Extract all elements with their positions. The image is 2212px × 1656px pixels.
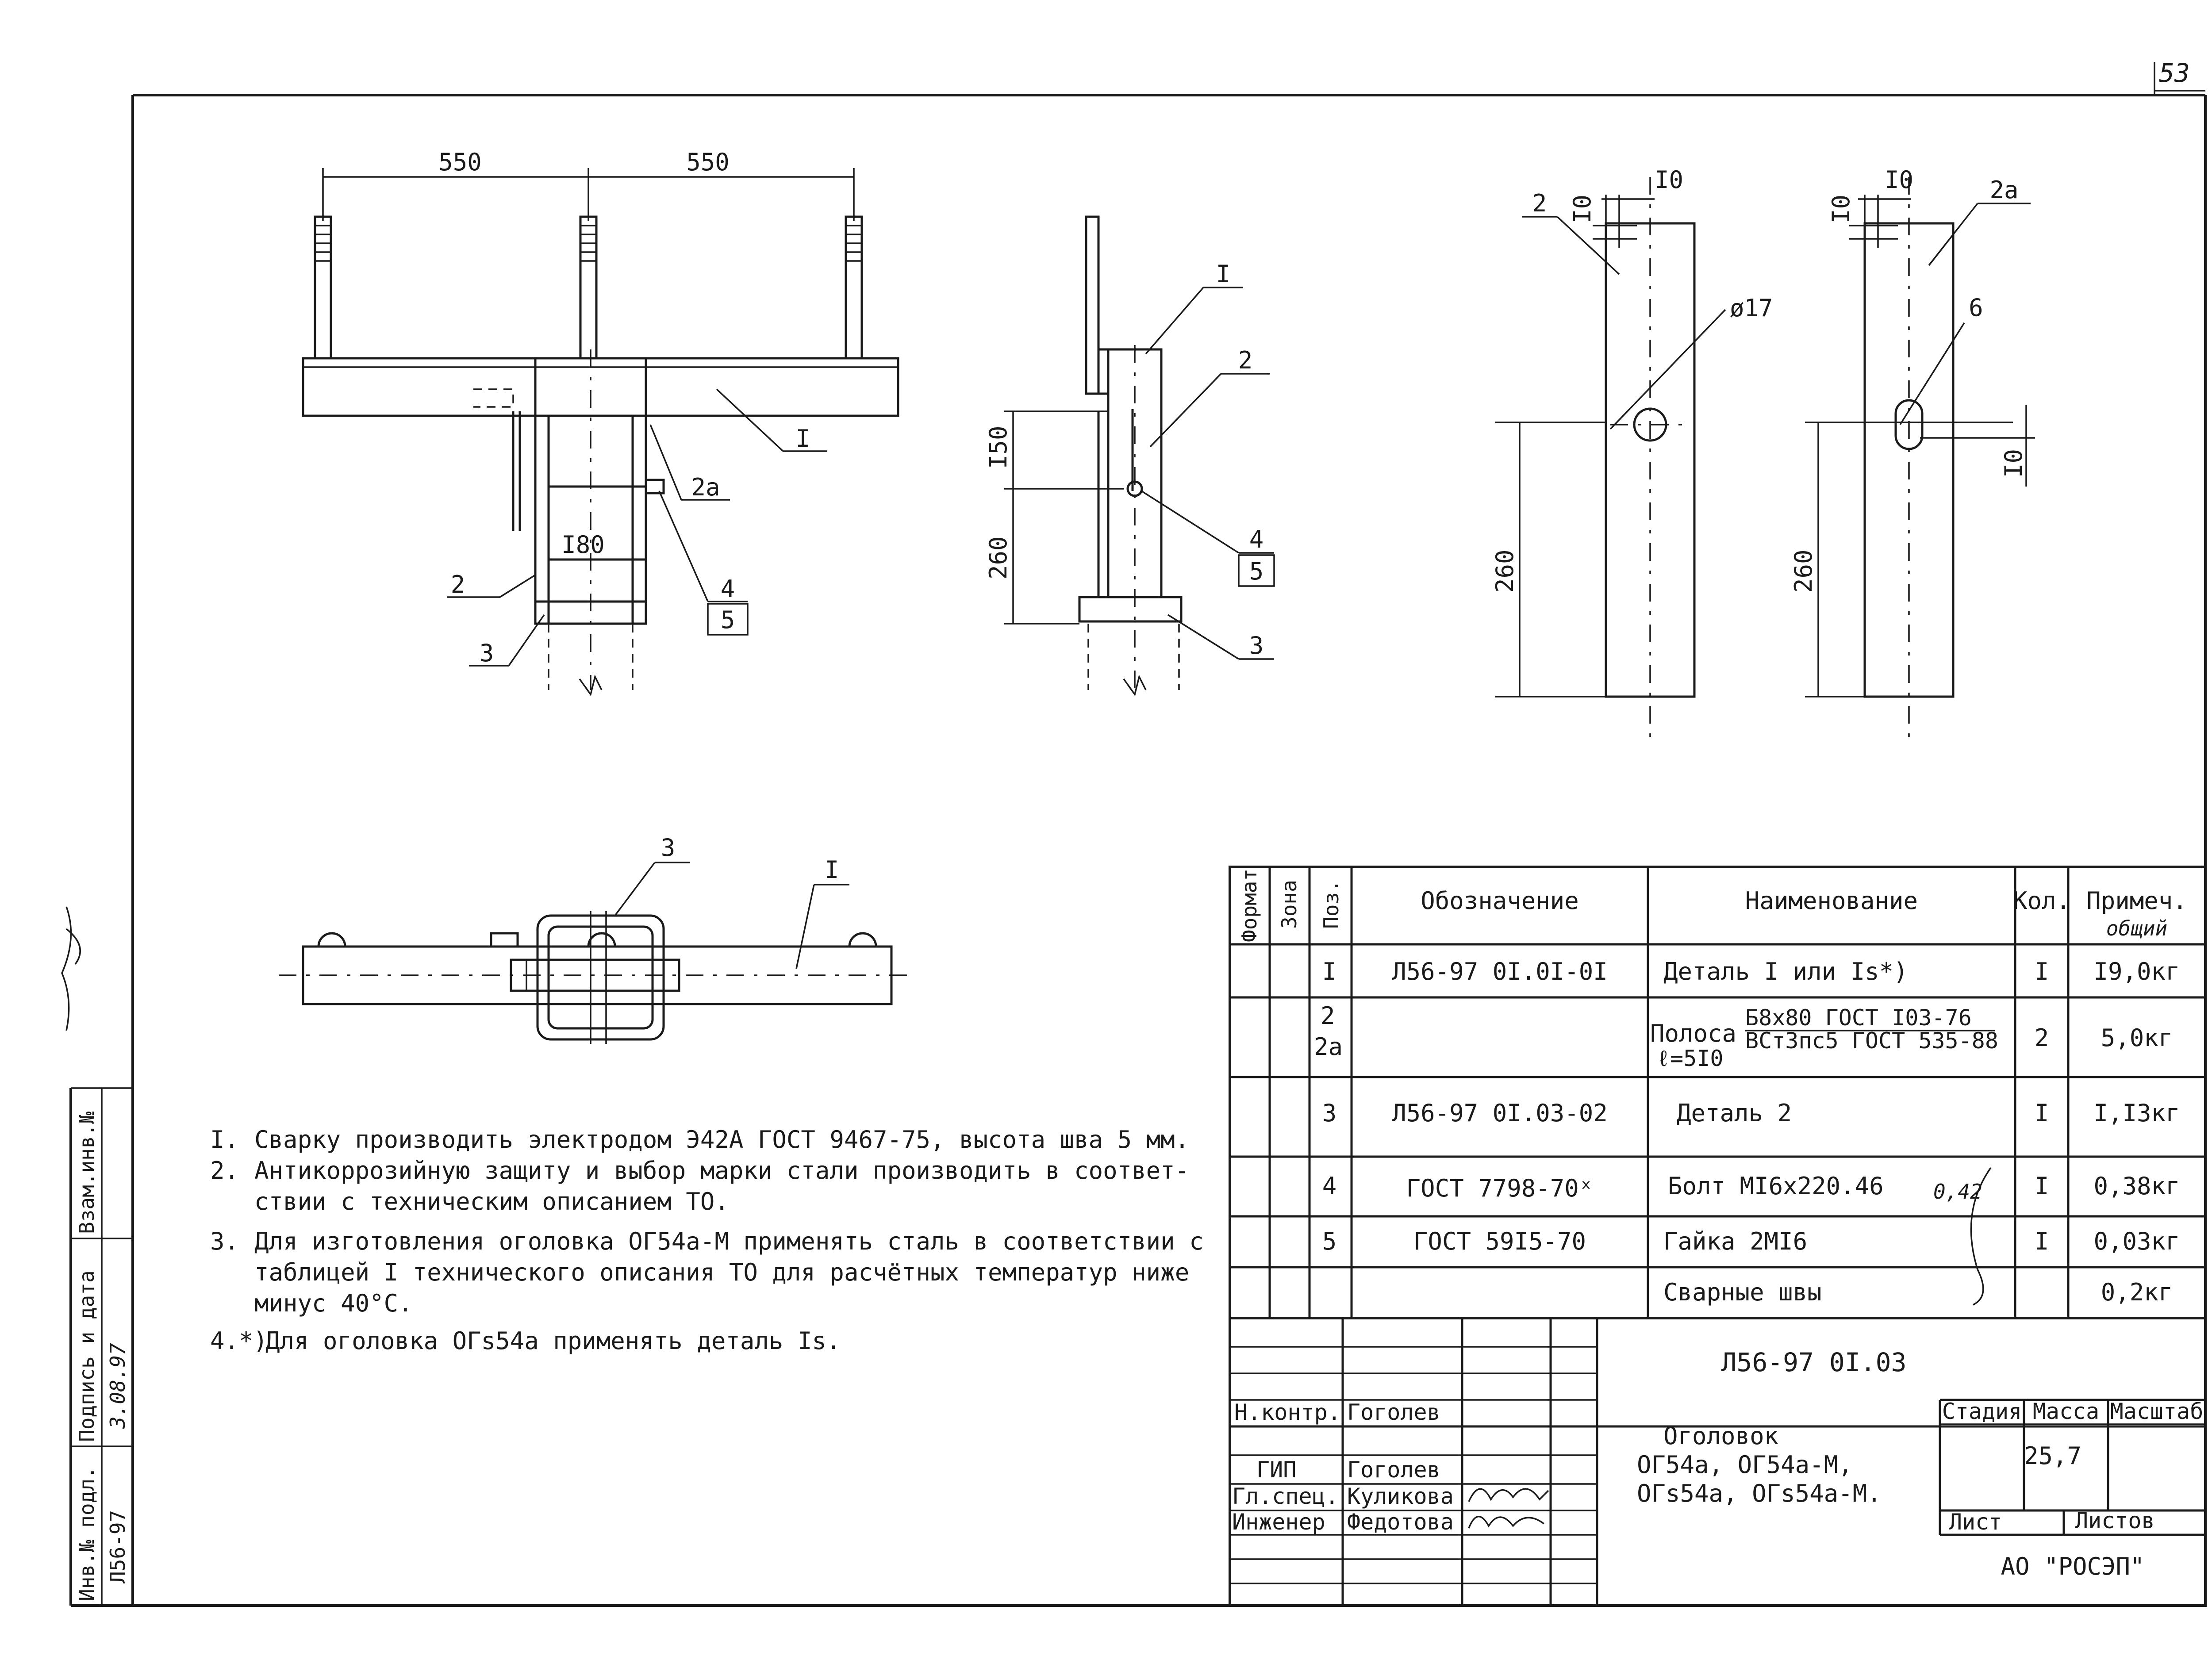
- row2-name-len: ℓ=5I0: [1657, 1046, 1724, 1071]
- signature-kulikova: [1469, 1489, 1548, 1502]
- role-1: Н.контр.: [1234, 1399, 1341, 1425]
- role-3: Гл.спец.: [1232, 1484, 1339, 1509]
- note-2-text: Антикоррозийную защиту и выбор марки стали производить в соответ-: [254, 1157, 1190, 1184]
- dim-150: I50: [984, 426, 1012, 469]
- sheet-label: Лист: [1949, 1509, 2002, 1535]
- detail2-dim-side: I0: [1568, 194, 1596, 223]
- plan-frame-inner: [549, 927, 653, 1028]
- side-callout-4: 4: [1249, 525, 1264, 553]
- plan-callout-I: I: [824, 856, 839, 884]
- title-block: [1230, 1318, 2205, 1606]
- name-2: Гоголев: [1347, 1457, 1440, 1483]
- inv-label: Инв.№ подл.: [75, 1466, 99, 1601]
- hdr-note-sub: общий: [2106, 916, 2168, 940]
- dim-180: I80: [561, 531, 605, 559]
- vzam-label: Взам.инв.№: [75, 1112, 99, 1234]
- detail2a-dim-top: I0: [1885, 166, 1914, 194]
- note-1-text: Сварку производить электродом Э42А ГОСТ 9467-75, высота шва 5 мм.: [254, 1126, 1190, 1154]
- name-4: Федотова: [1347, 1509, 1454, 1535]
- callout-2a: 2а: [691, 473, 720, 501]
- detail-2: [1491, 166, 1773, 743]
- plan-callout-3: 3: [661, 834, 676, 862]
- callout-3: 3: [479, 639, 494, 667]
- bolt-head-front: [646, 480, 664, 493]
- row3-pos: 3: [1322, 1099, 1337, 1127]
- doc-code: Л56-97 0I.03: [1721, 1347, 1907, 1377]
- sheet-number: 53: [2159, 58, 2190, 88]
- row4-qty: I: [2034, 1172, 2049, 1200]
- detail2-hole-label: ø17: [1730, 294, 1773, 322]
- note-1-num: I.: [210, 1126, 239, 1154]
- detail2-callout: 2: [1532, 189, 1547, 217]
- title-line-3: ОГs54а, ОГs54а-М.: [1637, 1480, 1882, 1507]
- callout-4: 4: [720, 575, 735, 603]
- row3-note: I,I3кг: [2093, 1099, 2180, 1127]
- hdr-note: Примеч.: [2086, 887, 2187, 915]
- note-4-num: 4.*): [210, 1327, 268, 1355]
- scale-label: Масштаб: [2110, 1399, 2204, 1424]
- note-2-num: 2.: [210, 1157, 239, 1184]
- note-3-text: Для изготовления оголовка ОГ54а-М применять сталь в соответствии с: [254, 1227, 1204, 1255]
- dim-550-right: 550: [686, 148, 730, 176]
- row1-name: Деталь I или Is*): [1663, 958, 1908, 985]
- sign-label: Подпись и дата: [75, 1270, 99, 1442]
- plan-beam: [303, 947, 891, 1004]
- row2-pos: 2: [1321, 1002, 1335, 1030]
- row3-designation: Л56-97 0I.03-02: [1392, 1099, 1608, 1127]
- title-line-2: ОГ54а, ОГ54а-М,: [1637, 1451, 1853, 1479]
- hdr-zone: Зона: [1277, 880, 1301, 929]
- row2-name-bottom: ВСт3пс5 ГОСТ 535-88: [1745, 1028, 1998, 1054]
- hdr-qty: Кол.: [2012, 887, 2071, 915]
- row3-qty: I: [2034, 1099, 2049, 1127]
- dim-550-left: 550: [438, 148, 482, 176]
- inv-value: Л56-97: [106, 1510, 130, 1583]
- role-2: ГИП: [1256, 1457, 1297, 1483]
- detail2-dim-260: 260: [1491, 549, 1519, 593]
- name-3: Куликова: [1347, 1484, 1454, 1509]
- note-4-text: Для оголовка ОГs54а применять деталь Is.: [265, 1327, 841, 1355]
- row4-note: 0,38кг: [2093, 1172, 2180, 1200]
- row5-name: Гайка 2МI6: [1663, 1227, 1808, 1255]
- row5-pos: 5: [1322, 1227, 1337, 1255]
- row2-name-top: Б8x80 ГОСТ I03-76: [1745, 1005, 1972, 1031]
- mass-label: Масса: [2032, 1399, 2100, 1424]
- row4-pos: 4: [1322, 1172, 1337, 1200]
- row5-qty: I: [2034, 1227, 2049, 1255]
- side-view: [984, 217, 1274, 694]
- row4-name-hand: 0,42: [1933, 1180, 1982, 1204]
- sign-date: 3.08.97: [106, 1343, 130, 1429]
- note-3-cont2: минус 40°С.: [254, 1289, 413, 1317]
- detail2a-dim-260: 260: [1790, 549, 1817, 593]
- margin-signature: [62, 907, 80, 1031]
- side-callout-3: 3: [1249, 632, 1264, 659]
- note-3-cont1: таблицей I технического описания ТО для расчётных температур ниже: [254, 1258, 1190, 1286]
- row4-name: Болт МI6x220.46: [1668, 1172, 1884, 1200]
- side-callout-2: 2: [1238, 346, 1253, 374]
- name-1: Гоголев: [1347, 1399, 1440, 1425]
- row1-qty: I: [2034, 958, 2049, 985]
- mass-value: 25,7: [2024, 1442, 2082, 1470]
- dim-260-side: 260: [984, 536, 1012, 579]
- sheets-label: Листов: [2075, 1508, 2155, 1533]
- plan-view: [279, 834, 907, 1044]
- row5-designation: ГОСТ 59I5-70: [1413, 1227, 1586, 1255]
- hdr-pos: Поз.: [1319, 880, 1343, 929]
- spec-table: [1230, 867, 2205, 1318]
- side-callout-I: I: [1216, 260, 1231, 288]
- row3-name: Деталь 2: [1677, 1099, 1792, 1127]
- side-callout-5: 5: [1249, 557, 1264, 585]
- side-stamp: [71, 1088, 133, 1606]
- row6-note: 0,2кг: [2101, 1278, 2173, 1306]
- notes: [210, 1126, 1204, 1355]
- stage-label: Стадия: [1942, 1399, 2022, 1424]
- row5-note: 0,03кг: [2093, 1227, 2180, 1255]
- side-base-plate: [1079, 597, 1181, 621]
- front-view: [303, 148, 898, 694]
- row1-pos: I: [1322, 958, 1337, 985]
- callout-5: 5: [720, 606, 735, 634]
- callout-I: I: [795, 425, 810, 452]
- row2-name: Полоса: [1650, 1020, 1737, 1047]
- company: АО "РОСЭП": [2001, 1552, 2145, 1580]
- detail2-dim-top: I0: [1655, 166, 1684, 194]
- row2-qty: 2: [2034, 1024, 2049, 1052]
- callout-2: 2: [450, 571, 465, 598]
- title-line-1: Оголовок: [1663, 1422, 1779, 1450]
- note-2-cont: ствии с техническим описанием ТО.: [254, 1188, 729, 1215]
- row1-note: I9,0кг: [2093, 958, 2180, 985]
- signature-fedotova: [1469, 1517, 1544, 1528]
- detail2a-dim-side: I0: [1827, 194, 1855, 223]
- row2-note: 5,0кг: [2101, 1024, 2173, 1052]
- row2-pos2: 2а: [1314, 1033, 1343, 1061]
- row4-designation: ГОСТ 7798-70ˣ: [1406, 1174, 1594, 1202]
- hdr-format: Формат: [1237, 868, 1261, 942]
- role-4: Инженер: [1232, 1509, 1325, 1535]
- note-3-num: 3.: [210, 1227, 239, 1255]
- hdr-name: Наименование: [1745, 887, 1918, 915]
- threaded-rods: [315, 217, 862, 358]
- detail2a-callout: 2а: [1989, 176, 2019, 204]
- hdr-designation: Обозначение: [1421, 887, 1579, 915]
- detail2a-slot-offset: I0: [2000, 448, 2028, 478]
- row1-designation: Л56-97 0I.0I-0I: [1392, 958, 1608, 985]
- row6-name: Сварные швы: [1663, 1278, 1822, 1306]
- detail2a-slot-label: 9: [1969, 293, 1983, 321]
- detail-2a: [1790, 166, 2035, 743]
